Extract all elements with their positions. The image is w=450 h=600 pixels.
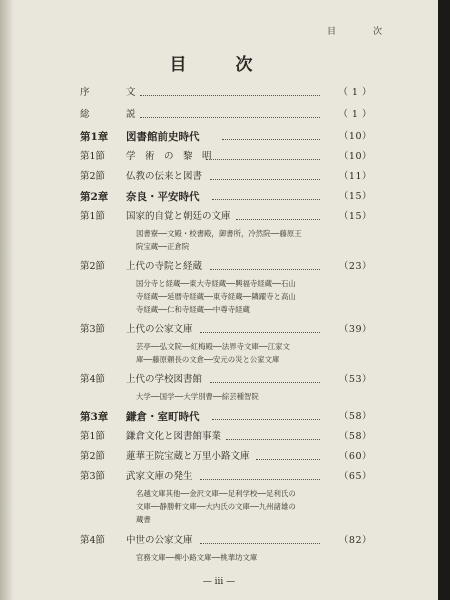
leader-dots [236,218,320,220]
toc-entry-label: 第2節 [80,451,106,462]
toc-chapter [0,190,438,204]
section-summary: 官務文庫──柳小路文庫──桃華坊文庫 [136,553,258,562]
leader-dots [212,418,320,420]
toc-entry-title: 上代の公家文庫 [126,324,193,335]
toc-entry-page: （ 1 ） [338,87,372,98]
leader-dots [212,198,320,200]
toc-entry-page: （82） [338,535,372,546]
toc-entry-label: 第4節 [80,374,106,385]
leader-dots [200,331,320,333]
toc-section [0,534,438,548]
page-title: 目 次 [169,55,269,75]
toc-entry-label: 第3章 [80,411,109,423]
toc-entry-label: 第1節 [80,151,106,162]
toc-entry-title: 上代の学校図書館 [126,374,203,385]
toc-entry-label: 第2章 [80,191,109,203]
running-head: 目 次 [326,27,396,37]
leader-dots [256,458,320,460]
section-summary: 院宝蔵──正倉院 [136,242,190,251]
toc-entry-page: （58） [338,431,372,442]
section-summary: 庫──藤原頼長の文倉──安元の災と公家文庫 [136,355,280,364]
leader-dots [140,116,320,118]
toc-entry-label: 第1節 [80,211,106,222]
toc-entry-label: 第2節 [80,261,106,272]
toc-entry-label: 第3節 [80,471,106,482]
leader-dots [226,438,320,440]
toc-entry-label: 第1節 [80,431,106,442]
toc-section [0,470,438,484]
toc-entry-page: （15） [338,191,372,202]
section-summary: 図書寮──文殿・校書殿，御書所，冷然院──藤原王 [136,229,302,238]
toc-entry-title: 文 [126,87,136,98]
leader-dots [140,94,320,96]
toc-section [0,210,438,224]
toc-entry-title: 鎌倉文化と図書館事業 [126,431,222,442]
toc-entry-label: 第4節 [80,535,106,546]
leader-dots [222,138,320,140]
toc-entry-title: 奈良・平安時代 [126,191,200,203]
toc-entry-title: 蓮華王院宝蔵と万里小路文庫 [126,451,250,462]
toc-section [0,260,438,274]
leader-dots [200,542,320,544]
toc-section [0,150,438,164]
toc-entry-title: 学 術 の 黎 明 [126,151,212,162]
toc-entry-title: 説 [126,109,136,120]
section-summary: 名越文庫其他──金沢文庫──足利学校──足利氏の [136,489,296,498]
toc-entry-page: （65） [338,471,372,482]
toc-entry-label: 総 [80,109,90,120]
toc-entry-page: （60） [338,451,372,462]
toc-entry-label: 序 [80,87,90,98]
toc-entry-page: （39） [338,324,372,335]
toc-entry-page: （58） [338,411,372,422]
toc-entry-title: 仏教の伝来と図書 [126,171,203,182]
section-summary: 寺経蔵──仁和寺経蔵──中尊寺経蔵 [136,305,250,314]
toc-entry-title: 国家的自覚と朝廷の文庫 [126,211,231,222]
section-summary: 大学──国学──大学別曹──綜芸種智院 [136,392,259,401]
toc-chapter [0,130,438,144]
leader-dots [210,381,320,383]
section-summary: 文庫──静勝軒文庫──大内氏の文庫──九州諸雄の [136,502,296,511]
toc-entry-page: （53） [338,374,372,385]
page-number: — iii — [202,577,236,587]
toc-section [0,450,438,464]
toc-entry-page: （23） [338,261,372,272]
toc-entry-page: （ 1 ） [338,109,372,120]
section-summary: 芸亭──弘文院──紅梅殿──法界寺文庫──江家文 [136,342,290,351]
leader-dots [210,268,320,270]
toc-entry-page: （10） [338,151,372,162]
toc-section [0,430,438,444]
toc-entry-page: （10） [338,131,372,142]
toc-entry-page: （11） [338,171,372,182]
toc-chapter [0,410,438,424]
leader-dots [206,158,320,160]
leader-dots [200,478,320,480]
toc-entry [0,86,438,100]
section-summary: 蔵書 [136,515,151,524]
toc-entry-label: 第1章 [80,131,109,143]
toc-entry-title: 武家文庫の発生 [126,471,193,482]
toc-entry-label: 第2節 [80,171,106,182]
toc-entry-title: 上代の寺院と経蔵 [126,261,203,272]
section-summary: 国分寺と経蔵──東大寺経蔵──興福寺経蔵──石山 [136,279,296,288]
leader-dots [210,178,320,180]
toc-entry-title: 図書館前史時代 [126,131,200,143]
toc-entry-page: （15） [338,211,372,222]
toc-entry-title: 鎌倉・室町時代 [126,411,200,423]
toc-section [0,373,438,387]
toc-entry-label: 第3節 [80,324,106,335]
toc-section [0,170,438,184]
section-summary: 寺経蔵──延暦寺経蔵──東寺経蔵──隣躍寺と高山 [136,292,296,301]
toc-entry [0,108,438,122]
toc-entry-title: 中世の公家文庫 [126,535,193,546]
toc-section [0,323,438,337]
